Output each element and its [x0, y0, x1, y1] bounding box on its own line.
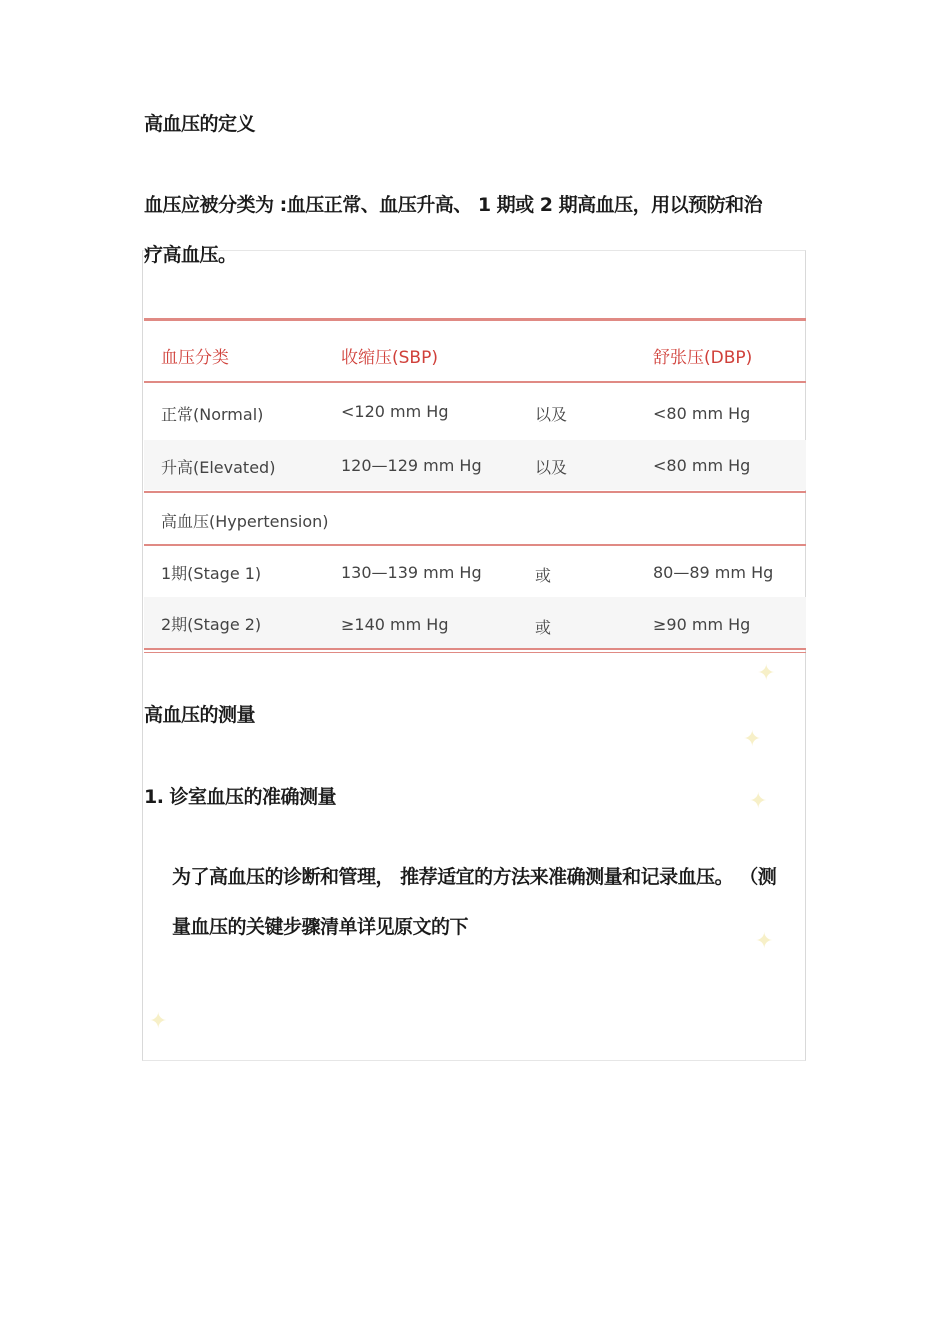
table-row	[144, 546, 806, 597]
row-conjunction: 或	[535, 566, 552, 585]
row-category: 正常(Normal)	[161, 405, 264, 424]
paragraph-measurement-line2: 量血压的关键步骤清单详见原文的下	[172, 916, 469, 938]
group-label-hypertension: 高血压(Hypertension)	[161, 512, 329, 531]
sparkle-decoration-icon: ✦	[757, 661, 776, 686]
row-sbp: <120 mm Hg	[341, 402, 449, 421]
header-category: 血压分类	[161, 348, 229, 368]
table-row	[144, 597, 806, 649]
sparkle-decoration-icon: ✦	[149, 1009, 168, 1034]
row-conjunction: 以及	[535, 458, 568, 477]
table-row	[144, 383, 806, 439]
section-title-measurement: 高血压的测量	[144, 704, 256, 726]
row-category: 升高(Elevated)	[161, 458, 276, 477]
row-dbp: <80 mm Hg	[653, 404, 751, 423]
header-dbp: 舒张压(DBP)	[653, 348, 753, 368]
sparkle-decoration-icon: ✦	[743, 727, 762, 752]
subsection-title-office-bp: 1. 诊室血压的准确测量	[144, 786, 337, 808]
paragraph-classification-line2: 疗高血压。	[144, 244, 237, 266]
sparkle-decoration-icon: ✦	[749, 789, 768, 814]
row-category: 2期(Stage 2)	[161, 615, 262, 634]
paragraph-measurement-line1: 为了高血压的诊断和管理， 推荐适宜的方法来准确测量和记录血压。 （测	[172, 866, 777, 888]
row-conjunction: 以及	[535, 405, 568, 424]
row-sbp: ≥140 mm Hg	[341, 615, 449, 634]
table-row	[144, 440, 806, 490]
row-category: 1期(Stage 1)	[161, 564, 262, 583]
table-header-row	[144, 326, 806, 382]
row-dbp: <80 mm Hg	[653, 456, 751, 475]
row-sbp: 130—139 mm Hg	[341, 563, 482, 582]
paragraph-classification-line1: 血压应被分类为 :血压正常、血压升高、 1 期或 2 期高血压，用以预防和治	[144, 194, 763, 216]
table-top-rule	[144, 318, 806, 321]
row-conjunction: 或	[535, 618, 552, 637]
sparkle-decoration-icon: ✦	[755, 929, 774, 954]
row-dbp: 80—89 mm Hg	[653, 563, 774, 582]
header-sbp: 收缩压(SBP)	[341, 348, 438, 368]
table-bottom-rule	[144, 648, 806, 653]
section-title-definition: 高血压的定义	[144, 113, 256, 135]
bp-classification-table	[144, 318, 806, 654]
row-dbp: ≥90 mm Hg	[653, 615, 751, 634]
table-group-row	[144, 493, 806, 545]
row-sbp: 120—129 mm Hg	[341, 456, 482, 475]
